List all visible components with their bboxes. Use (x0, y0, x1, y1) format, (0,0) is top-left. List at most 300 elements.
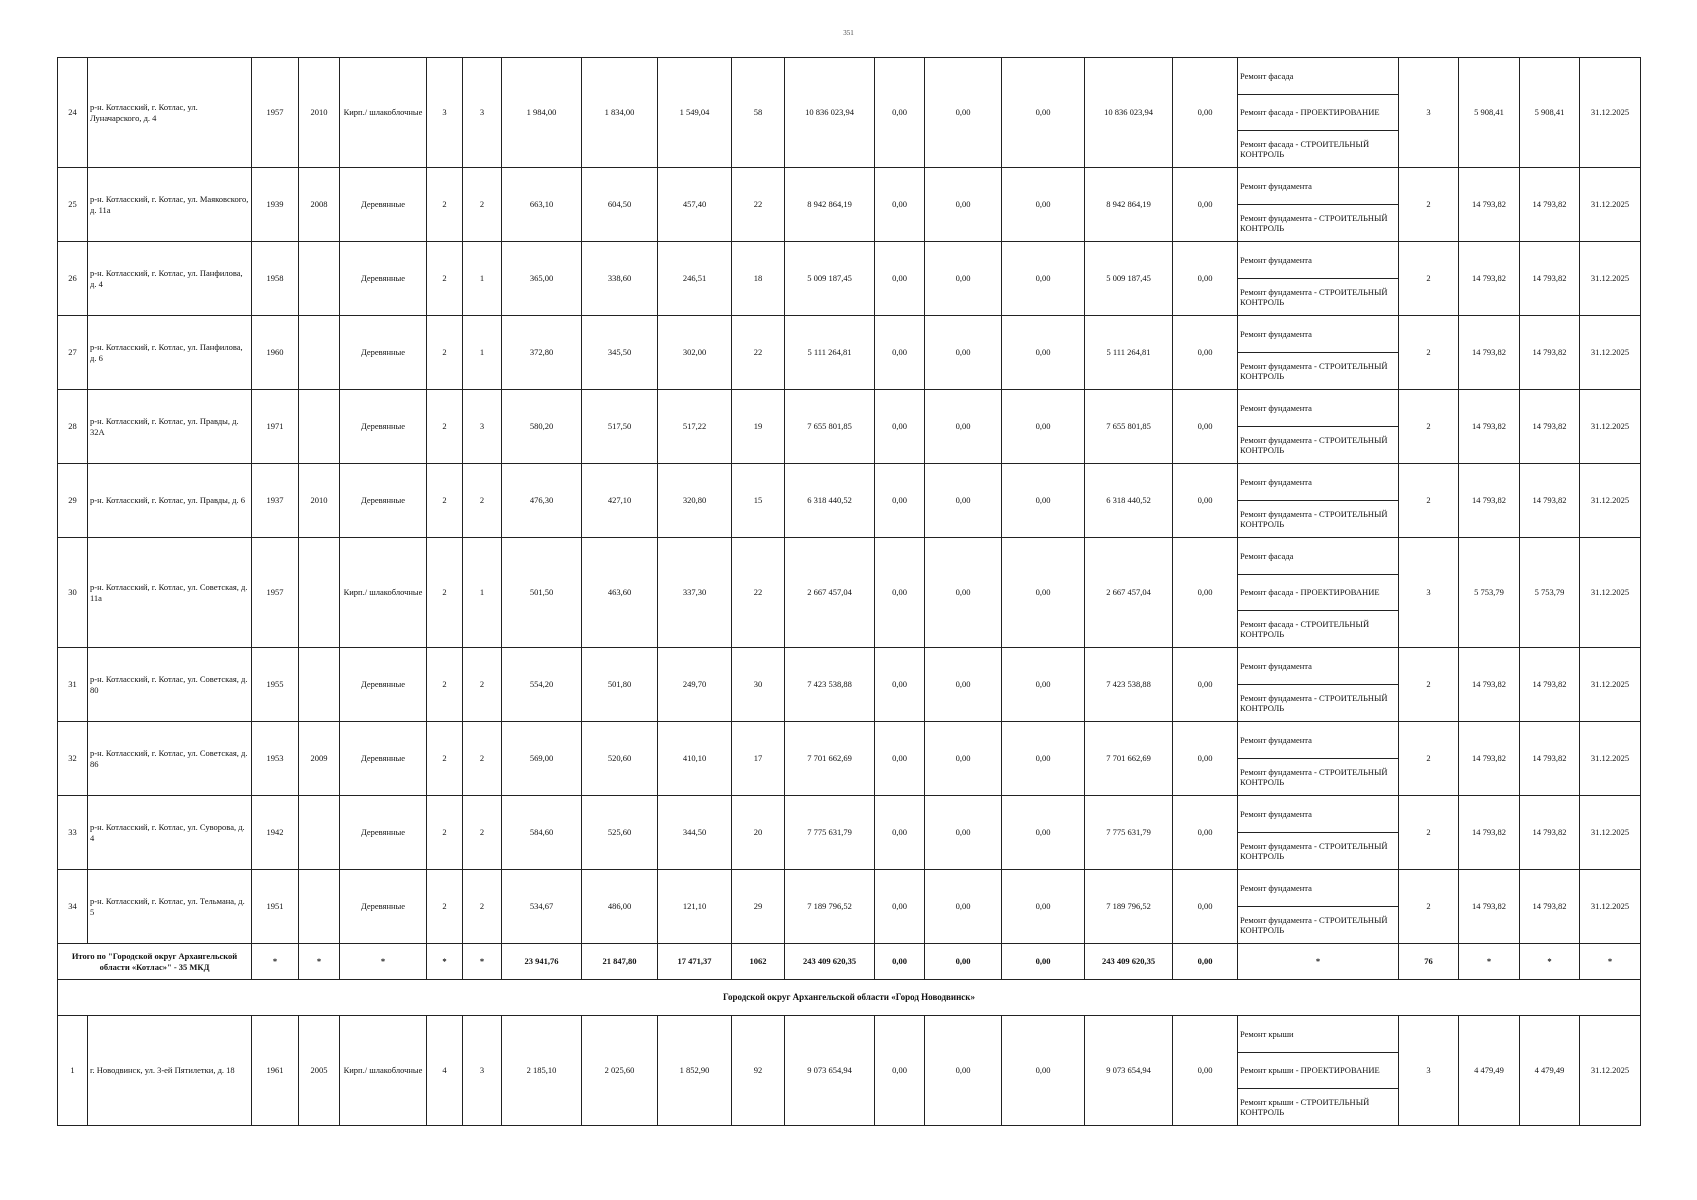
cell-year-built: 1957 (252, 58, 299, 168)
cell-year-built: 1960 (252, 316, 299, 390)
works-cell (1238, 464, 1399, 538)
cell-entrances: 3 (463, 390, 502, 464)
cell-walls: Кирп./ шлакоблочные (340, 538, 427, 648)
cell-fund-mun: 0,00 (1002, 58, 1085, 168)
cell-area-premises: 1 834,00 (582, 58, 658, 168)
works-cell (1238, 168, 1399, 242)
cell-fund-mun: 0,00 (1002, 722, 1085, 796)
cell-fund-owners: 7 701 662,69 (1085, 722, 1173, 796)
cell-fund-mun: 0,00 (1002, 648, 1085, 722)
cell-fund-reg: 0,00 (925, 1016, 1002, 1126)
cell-fund-mun: 0,00 (1002, 316, 1085, 390)
cell-year-reno (299, 796, 340, 870)
cell-floors: 2 (427, 242, 463, 316)
cell-fund-owners: 5 111 264,81 (1085, 316, 1173, 390)
work-item: Ремонт фундамента (1238, 316, 1398, 353)
total-fund-reg: 0,00 (925, 944, 1002, 980)
cell-area-total: 476,30 (502, 464, 582, 538)
cell-area-total: 580,20 (502, 390, 582, 464)
cell-area-premises: 525,60 (582, 796, 658, 870)
cell-cost-total: 5 111 264,81 (785, 316, 875, 390)
cell-works-count: 2 (1399, 464, 1459, 538)
cell-fund-reg: 0,00 (925, 58, 1002, 168)
cell-max-cost: 14 793,82 (1520, 796, 1580, 870)
cell-area-res: 457,40 (658, 168, 732, 242)
cell-floors: 3 (427, 58, 463, 168)
total-row (58, 944, 1641, 980)
cell-residents: 30 (732, 648, 785, 722)
cell-address: р-н. Котласский, г. Котлас, ул. Советская, д. 86 (88, 722, 252, 796)
works-list (1238, 316, 1398, 389)
work-item: Ремонт крыши - ПРОЕКТИРОВАНИЕ (1238, 1053, 1398, 1090)
work-item: Ремонт крыши - СТРОИТЕЛЬНЫЙ КОНТРОЛЬ (1240, 1096, 1370, 1118)
cell-fund-owners: 8 942 864,19 (1085, 168, 1173, 242)
cell-year-built: 1961 (252, 1016, 299, 1126)
cell-area-res: 121,10 (658, 870, 732, 944)
cell-year-reno (299, 390, 340, 464)
cell-max-cost: 14 793,82 (1520, 464, 1580, 538)
cell-unit-cost: 14 793,82 (1459, 796, 1520, 870)
cell-entrances: 3 (463, 1016, 502, 1126)
cell-area-total: 365,00 (502, 242, 582, 316)
cell-walls: Деревянные (340, 316, 427, 390)
cell-year-reno: 2010 (299, 464, 340, 538)
cell-walls: Деревянные (340, 796, 427, 870)
cell-fund-fed: 0,00 (875, 870, 925, 944)
total-floors: * (427, 944, 463, 980)
cell-cost-total: 7 775 631,79 (785, 796, 875, 870)
cell-n: 31 (58, 648, 88, 722)
table-row (58, 464, 1641, 538)
cell-residents: 22 (732, 538, 785, 648)
cell-area-total: 2 185,10 (502, 1016, 582, 1126)
works-list (1238, 1016, 1398, 1125)
cell-fund-reg: 0,00 (925, 390, 1002, 464)
cell-area-premises: 463,60 (582, 538, 658, 648)
works-list (1238, 390, 1398, 463)
total-fund-mun: 0,00 (1002, 944, 1085, 980)
cell-n: 33 (58, 796, 88, 870)
cell-address: р-н. Котласский, г. Котлас, ул. Правды, д. 32А (88, 390, 252, 464)
cell-fund-mun: 0,00 (1002, 538, 1085, 648)
work-item: Ремонт фундамента (1238, 464, 1398, 501)
works-cell (1238, 648, 1399, 722)
cell-residents: 58 (732, 58, 785, 168)
cell-area-total: 372,80 (502, 316, 582, 390)
total-works: * (1238, 944, 1399, 980)
cell-unit-cost: 14 793,82 (1459, 648, 1520, 722)
cell-walls: Деревянные (340, 722, 427, 796)
cell-floors: 2 (427, 722, 463, 796)
cell-fund-fed: 0,00 (875, 464, 925, 538)
table-row (58, 58, 1641, 168)
work-item: Ремонт фасада - СТРОИТЕЛЬНЫЙ КОНТРОЛЬ (1240, 618, 1370, 640)
works-list (1238, 58, 1398, 167)
cell-unit-cost: 14 793,82 (1459, 870, 1520, 944)
cell-max-cost: 14 793,82 (1520, 316, 1580, 390)
cell-entrances: 1 (463, 316, 502, 390)
cell-deadline: 31.12.2025 (1580, 648, 1641, 722)
cell-fund-other: 0,00 (1173, 796, 1238, 870)
table-row (58, 538, 1641, 648)
cell-year-built: 1958 (252, 242, 299, 316)
cell-address: р-н. Котласский, г. Котлас, ул. Правды, д. 6 (88, 464, 252, 538)
cell-residents: 15 (732, 464, 785, 538)
cell-unit-cost: 14 793,82 (1459, 316, 1520, 390)
cell-residents: 17 (732, 722, 785, 796)
cell-fund-other: 0,00 (1173, 722, 1238, 796)
cell-deadline: 31.12.2025 (1580, 58, 1641, 168)
cell-area-res: 410,10 (658, 722, 732, 796)
total-deadline: * (1580, 944, 1641, 980)
cell-n: 25 (58, 168, 88, 242)
cell-fund-reg: 0,00 (925, 242, 1002, 316)
total-year-built: * (252, 944, 299, 980)
cell-works-count: 3 (1399, 58, 1459, 168)
cell-fund-other: 0,00 (1173, 538, 1238, 648)
cell-works-count: 2 (1399, 316, 1459, 390)
cell-area-total: 534,67 (502, 870, 582, 944)
cell-fund-fed: 0,00 (875, 58, 925, 168)
work-item: Ремонт фундамента - СТРОИТЕЛЬНЫЙ КОНТРОЛЬ (1240, 286, 1388, 307)
page-number: 351 (843, 29, 854, 37)
cell-walls: Деревянные (340, 648, 427, 722)
cell-residents: 22 (732, 168, 785, 242)
total-fund-fed: 0,00 (875, 944, 925, 980)
total-residents: 1062 (732, 944, 785, 980)
cell-walls: Деревянные (340, 464, 427, 538)
works-list (1238, 870, 1398, 943)
cell-fund-reg: 0,00 (925, 316, 1002, 390)
works-cell (1238, 722, 1399, 796)
cell-unit-cost: 14 793,82 (1459, 168, 1520, 242)
cell-year-reno (299, 316, 340, 390)
cell-fund-mun: 0,00 (1002, 870, 1085, 944)
cell-fund-mun: 0,00 (1002, 464, 1085, 538)
cell-year-built: 1957 (252, 538, 299, 648)
cell-area-premises: 517,50 (582, 390, 658, 464)
cell-cost-total: 2 667 457,04 (785, 538, 875, 648)
cell-entrances: 2 (463, 648, 502, 722)
cell-area-total: 569,00 (502, 722, 582, 796)
total-max-cost: * (1520, 944, 1580, 980)
cell-fund-fed: 0,00 (875, 390, 925, 464)
cell-address: р-н. Котласский, г. Котлас, ул. Советская, д. 80 (88, 648, 252, 722)
cell-area-res: 246,51 (658, 242, 732, 316)
works-list (1238, 168, 1398, 241)
cell-year-reno (299, 242, 340, 316)
cell-fund-owners: 2 667 457,04 (1085, 538, 1173, 648)
cell-fund-other: 0,00 (1173, 58, 1238, 168)
cell-fund-other: 0,00 (1173, 1016, 1238, 1126)
cell-year-reno: 2009 (299, 722, 340, 796)
cell-fund-fed: 0,00 (875, 796, 925, 870)
table-row (58, 648, 1641, 722)
capital-repair-table (57, 57, 1641, 1126)
cell-n: 34 (58, 870, 88, 944)
works-cell (1238, 870, 1399, 944)
cell-walls: Деревянные (340, 242, 427, 316)
cell-cost-total: 8 942 864,19 (785, 168, 875, 242)
cell-fund-other: 0,00 (1173, 648, 1238, 722)
cell-floors: 2 (427, 316, 463, 390)
cell-deadline: 31.12.2025 (1580, 870, 1641, 944)
cell-max-cost: 4 479,49 (1520, 1016, 1580, 1126)
work-item: Ремонт фундамента - СТРОИТЕЛЬНЫЙ КОНТРОЛЬ (1240, 840, 1388, 861)
work-item: Ремонт фундамента (1238, 648, 1398, 685)
cell-residents: 19 (732, 390, 785, 464)
cell-floors: 2 (427, 464, 463, 538)
works-cell (1238, 390, 1399, 464)
cell-area-premises: 486,00 (582, 870, 658, 944)
cell-n: 26 (58, 242, 88, 316)
total-area-premises: 21 847,80 (582, 944, 658, 980)
cell-fund-fed: 0,00 (875, 1016, 925, 1126)
cell-unit-cost: 14 793,82 (1459, 242, 1520, 316)
cell-fund-reg: 0,00 (925, 722, 1002, 796)
cell-area-res: 320,80 (658, 464, 732, 538)
cell-entrances: 1 (463, 538, 502, 648)
cell-area-premises: 338,60 (582, 242, 658, 316)
cell-area-premises: 501,80 (582, 648, 658, 722)
work-item: Ремонт фасада - СТРОИТЕЛЬНЫЙ КОНТРОЛЬ (1240, 138, 1370, 160)
work-item: Ремонт фундамента - СТРОИТЕЛЬНЫЙ КОНТРОЛЬ (1240, 434, 1388, 455)
cell-fund-mun: 0,00 (1002, 796, 1085, 870)
cell-address: р-н. Котласский, г. Котлас, ул. Луначарского, д. 4 (88, 58, 252, 168)
cell-max-cost: 14 793,82 (1520, 722, 1580, 796)
cell-floors: 2 (427, 796, 463, 870)
cell-cost-total: 9 073 654,94 (785, 1016, 875, 1126)
cell-fund-fed: 0,00 (875, 242, 925, 316)
cell-works-count: 3 (1399, 1016, 1459, 1126)
cell-works-count: 2 (1399, 722, 1459, 796)
cell-area-premises: 2 025,60 (582, 1016, 658, 1126)
cell-area-total: 663,10 (502, 168, 582, 242)
cell-works-count: 2 (1399, 648, 1459, 722)
works-list (1238, 538, 1398, 647)
works-cell (1238, 796, 1399, 870)
cell-fund-reg: 0,00 (925, 796, 1002, 870)
work-item: Ремонт фундамента - СТРОИТЕЛЬНЫЙ КОНТРОЛЬ (1240, 212, 1388, 233)
work-item: Ремонт фундамента (1238, 390, 1398, 427)
cell-floors: 4 (427, 1016, 463, 1126)
table-row (58, 168, 1641, 242)
cell-year-reno (299, 648, 340, 722)
cell-fund-other: 0,00 (1173, 242, 1238, 316)
work-item: Ремонт фундамента - СТРОИТЕЛЬНЫЙ КОНТРОЛЬ (1240, 360, 1388, 381)
cell-n: 1 (58, 1016, 88, 1126)
cell-n: 24 (58, 58, 88, 168)
work-item: Ремонт фундамента (1238, 242, 1398, 279)
cell-year-built: 1937 (252, 464, 299, 538)
cell-n: 32 (58, 722, 88, 796)
work-item: Ремонт фасада - ПРОЕКТИРОВАНИЕ (1238, 95, 1398, 132)
cell-cost-total: 5 009 187,45 (785, 242, 875, 316)
cell-fund-reg: 0,00 (925, 538, 1002, 648)
cell-area-res: 1 852,90 (658, 1016, 732, 1126)
cell-entrances: 2 (463, 722, 502, 796)
table-row (58, 242, 1641, 316)
work-item: Ремонт фундамента (1238, 722, 1398, 759)
work-item: Ремонт фасада (1238, 58, 1398, 95)
cell-year-built: 1939 (252, 168, 299, 242)
cell-fund-other: 0,00 (1173, 316, 1238, 390)
cell-entrances: 2 (463, 168, 502, 242)
cell-fund-fed: 0,00 (875, 538, 925, 648)
cell-area-premises: 520,60 (582, 722, 658, 796)
cell-area-total: 584,60 (502, 796, 582, 870)
cell-deadline: 31.12.2025 (1580, 796, 1641, 870)
cell-deadline: 31.12.2025 (1580, 464, 1641, 538)
cell-floors: 2 (427, 168, 463, 242)
cell-area-premises: 604,50 (582, 168, 658, 242)
cell-deadline: 31.12.2025 (1580, 538, 1641, 648)
cell-address: р-н. Котласский, г. Котлас, ул. Панфилова, д. 6 (88, 316, 252, 390)
total-walls: * (340, 944, 427, 980)
cell-address: р-н. Котласский, г. Котлас, ул. Суворова, д. 4 (88, 796, 252, 870)
works-list (1238, 722, 1398, 795)
cell-fund-owners: 7 655 801,85 (1085, 390, 1173, 464)
work-item: Ремонт фундамента - СТРОИТЕЛЬНЫЙ КОНТРОЛЬ (1240, 766, 1388, 787)
cell-fund-mun: 0,00 (1002, 1016, 1085, 1126)
cell-fund-reg: 0,00 (925, 168, 1002, 242)
cell-n: 28 (58, 390, 88, 464)
cell-year-built: 1971 (252, 390, 299, 464)
cell-cost-total: 7 655 801,85 (785, 390, 875, 464)
cell-year-reno: 2008 (299, 168, 340, 242)
cell-fund-other: 0,00 (1173, 870, 1238, 944)
cell-area-total: 554,20 (502, 648, 582, 722)
table-row (58, 870, 1641, 944)
table-row (58, 722, 1641, 796)
cell-address: р-н. Котласский, г. Котлас, ул. Советская, д. 11а (88, 538, 252, 648)
cell-fund-reg: 0,00 (925, 464, 1002, 538)
cell-fund-owners: 7 775 631,79 (1085, 796, 1173, 870)
cell-unit-cost: 4 479,49 (1459, 1016, 1520, 1126)
cell-entrances: 2 (463, 796, 502, 870)
cell-floors: 2 (427, 390, 463, 464)
work-item: Ремонт фундамента - СТРОИТЕЛЬНЫЙ КОНТРОЛЬ (1240, 914, 1388, 935)
work-item: Ремонт фасада - ПРОЕКТИРОВАНИЕ (1238, 575, 1398, 612)
cell-fund-owners: 6 318 440,52 (1085, 464, 1173, 538)
total-fund-other: 0,00 (1173, 944, 1238, 980)
works-cell (1238, 538, 1399, 648)
section-title: Городской округ Архангельской области «Город Новодвинск» (58, 980, 1641, 1016)
cell-cost-total: 7 189 796,52 (785, 870, 875, 944)
works-list (1238, 648, 1398, 721)
table-row (58, 796, 1641, 870)
total-entrances: * (463, 944, 502, 980)
cell-year-reno: 2005 (299, 1016, 340, 1126)
cell-residents: 29 (732, 870, 785, 944)
cell-floors: 2 (427, 538, 463, 648)
total-area-res: 17 471,37 (658, 944, 732, 980)
cell-deadline: 31.12.2025 (1580, 722, 1641, 796)
total-fund-owners: 243 409 620,35 (1085, 944, 1173, 980)
cell-fund-other: 0,00 (1173, 464, 1238, 538)
cell-fund-owners: 10 836 023,94 (1085, 58, 1173, 168)
cell-deadline: 31.12.2025 (1580, 390, 1641, 464)
cell-fund-owners: 9 073 654,94 (1085, 1016, 1173, 1126)
cell-deadline: 31.12.2025 (1580, 168, 1641, 242)
work-item: Ремонт фасада (1238, 538, 1398, 575)
cell-fund-owners: 7 423 538,88 (1085, 648, 1173, 722)
cell-residents: 92 (732, 1016, 785, 1126)
total-unit-cost: * (1459, 944, 1520, 980)
cell-fund-fed: 0,00 (875, 168, 925, 242)
cell-n: 30 (58, 538, 88, 648)
cell-area-res: 344,50 (658, 796, 732, 870)
works-list (1238, 242, 1398, 315)
cell-works-count: 2 (1399, 390, 1459, 464)
work-item: Ремонт фундамента - СТРОИТЕЛЬНЫЙ КОНТРОЛЬ (1240, 692, 1388, 713)
cell-year-built: 1942 (252, 796, 299, 870)
cell-residents: 18 (732, 242, 785, 316)
cell-fund-mun: 0,00 (1002, 168, 1085, 242)
work-item: Ремонт фундамента (1238, 796, 1398, 833)
cell-max-cost: 14 793,82 (1520, 648, 1580, 722)
cell-address: г. Новодвинск, ул. 3-ей Пятилетки, д. 18 (88, 1016, 252, 1126)
cell-year-reno (299, 870, 340, 944)
cell-fund-other: 0,00 (1173, 390, 1238, 464)
cell-works-count: 2 (1399, 870, 1459, 944)
cell-deadline: 31.12.2025 (1580, 316, 1641, 390)
cell-unit-cost: 14 793,82 (1459, 390, 1520, 464)
cell-floors: 2 (427, 648, 463, 722)
cell-address: р-н. Котласский, г. Котлас, ул. Тельмана, д. 5 (88, 870, 252, 944)
section-row (58, 980, 1641, 1016)
cell-residents: 22 (732, 316, 785, 390)
cell-cost-total: 7 423 538,88 (785, 648, 875, 722)
cell-walls: Кирп./ шлакоблочные (340, 1016, 427, 1126)
cell-area-res: 1 549,04 (658, 58, 732, 168)
table-row (58, 316, 1641, 390)
total-label: Итого по "Городской округ Архангельской области «Котлас»" - 35 МКД (58, 944, 252, 980)
works-cell (1238, 316, 1399, 390)
cell-works-count: 2 (1399, 168, 1459, 242)
cell-area-res: 302,00 (658, 316, 732, 390)
cell-year-built: 1955 (252, 648, 299, 722)
cell-year-built: 1951 (252, 870, 299, 944)
cell-residents: 20 (732, 796, 785, 870)
cell-walls: Деревянные (340, 390, 427, 464)
works-list (1238, 796, 1398, 869)
cell-entrances: 2 (463, 464, 502, 538)
cell-cost-total: 6 318 440,52 (785, 464, 875, 538)
cell-fund-other: 0,00 (1173, 168, 1238, 242)
cell-max-cost: 14 793,82 (1520, 168, 1580, 242)
cell-fund-fed: 0,00 (875, 316, 925, 390)
cell-max-cost: 14 793,82 (1520, 390, 1580, 464)
table-row (58, 390, 1641, 464)
cell-unit-cost: 5 908,41 (1459, 58, 1520, 168)
cell-works-count: 2 (1399, 242, 1459, 316)
cell-fund-fed: 0,00 (875, 648, 925, 722)
work-item: Ремонт фундамента (1238, 870, 1398, 907)
cell-cost-total: 10 836 023,94 (785, 58, 875, 168)
cell-fund-reg: 0,00 (925, 648, 1002, 722)
cell-cost-total: 7 701 662,69 (785, 722, 875, 796)
cell-deadline: 31.12.2025 (1580, 1016, 1641, 1126)
cell-address: р-н. Котласский, г. Котлас, ул. Маяковского, д. 11а (88, 168, 252, 242)
cell-works-count: 2 (1399, 796, 1459, 870)
total-area-total: 23 941,76 (502, 944, 582, 980)
cell-walls: Деревянные (340, 168, 427, 242)
cell-max-cost: 14 793,82 (1520, 242, 1580, 316)
total-cost-total: 243 409 620,35 (785, 944, 875, 980)
cell-walls: Деревянные (340, 870, 427, 944)
cell-floors: 2 (427, 870, 463, 944)
